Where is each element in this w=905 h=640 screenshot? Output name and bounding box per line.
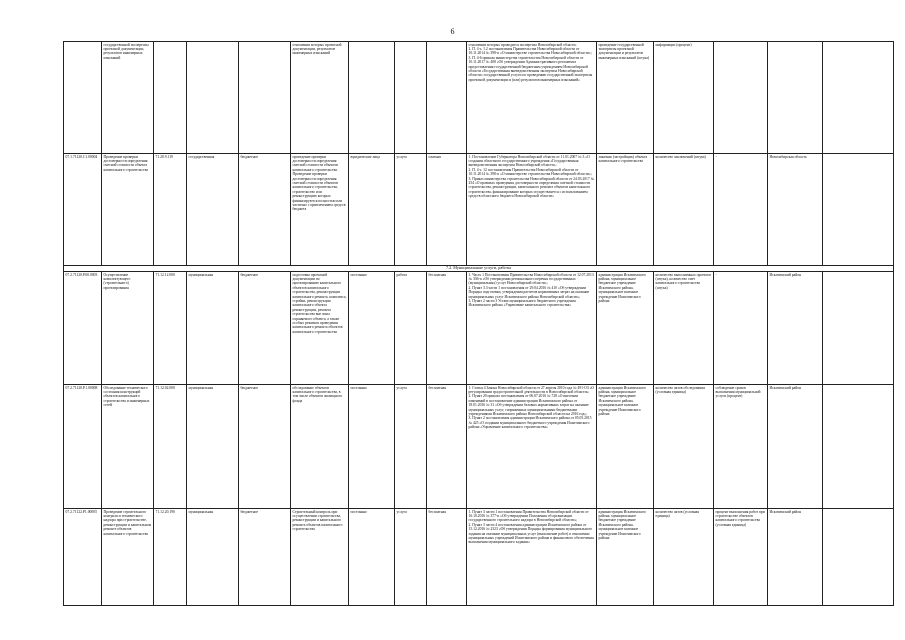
quality-indicator-cell <box>714 509 768 606</box>
level-cell <box>187 154 239 266</box>
consumer-text: постоянно <box>350 509 367 514</box>
content-cell <box>291 385 349 509</box>
institution-type-text: бюджетное <box>240 272 259 277</box>
authority-text: заказчик (застройщик) объекта капитального строительства <box>598 154 649 163</box>
territory-cell <box>768 154 823 266</box>
service-name-text: Обследование технического состояния конструкций объектов капитального строительства и инженерных сетей <box>103 385 151 408</box>
authority-cell <box>597 154 654 266</box>
registry-code-text: 07.2.71122.Р1.00005 <box>65 509 97 514</box>
consumer-cell <box>349 154 395 266</box>
authority-cell <box>597 42 654 154</box>
content-text: обследование объектов капитального строительства, в том числе объектов жилищного фонда <box>292 385 344 403</box>
indicator-cell <box>654 42 714 154</box>
page-number: 6 <box>450 27 455 36</box>
territory-text: Новосибирская область <box>769 154 807 159</box>
okved-text: 71.12.02.000 <box>155 385 175 390</box>
territory-cell <box>768 509 823 606</box>
registry-code-cell <box>64 154 102 266</box>
indicator-text: информации (процент) <box>655 42 692 47</box>
table-row <box>64 385 894 509</box>
kind-text: работа <box>396 272 407 277</box>
legal-basis-text: 1. Статья 4 Закона Новосибирской области от 27 апреля 2010 года № 491-ОЗ «О регулировании градостроительной деятельности в Новосибирской области»; 2. Пункт 20 приказа постановления от 06.07.2016 № 728 «О внесении изменений в постановление администрации Искитимского района от 18.01.2016 № 31 «Об утверждении базовых нормативных затрат на оказание муниципальных услуг, сопряженных муниципальными бюджетными учреждениями Искитимского района Новосибирской области на 2016 год»; 3. Пункт 2 постановления администрации Искитимского района от 05.05.2015 № 425 «О создании муниципального бюджетного учреждения Искитимского района «Управление капитального строительства» <box>468 385 595 430</box>
kind-text: услуга <box>396 509 407 514</box>
table-row <box>64 42 894 154</box>
institution-type-text: бюджетное <box>240 154 259 159</box>
table-row <box>64 272 894 385</box>
kind-cell <box>395 272 427 385</box>
authority-cell <box>597 385 654 509</box>
institution-type-text: бюджетное <box>240 385 259 390</box>
indicator-text: количество выполненных проектов (штука), количество смет капитального строительства (штука) <box>655 272 712 290</box>
authority-text: администрация Искитимского района, муниципальное бюджетное учреждение Искитимского района, муниципальное казенное учреждение Искитимского района <box>598 385 647 416</box>
level-text: государственная <box>188 154 215 159</box>
content-cell <box>291 154 349 266</box>
payment-cell <box>427 509 467 606</box>
okved-cell <box>154 509 187 606</box>
legal-basis-text: 1. Постановление Губернатора Новосибирской области от 11.01.2007 № 3 «О создании областного государственного учреждения «Государственная вневедомственная экспертиза Новосибирской области»; 2. П. 4 ч. 12 постановления Правительства Новосибирской области от 10.11.2014 № 398-п «О министерстве строительства Новосибирской области»; 3. Приказ министерства строительства Новосибирской области от 24.03.2017 № 254 «О правилах проведения достоверности определения сметной стоимости строительства, реконструкции, капитального ремонта объектов капитального строительства, финансирование которых осуществляется с использованием средств областного бюджета Новосибирской области» <box>468 154 595 199</box>
institution-type-text: бюджетное <box>240 509 259 514</box>
institution-type-cell <box>239 509 291 606</box>
consumer-cell <box>349 42 395 154</box>
registry-code-text: 07.2.71120.Р.00.0003 <box>65 272 98 277</box>
payment-cell <box>427 385 467 509</box>
service-name-text: Проведение строительного контроля и технического надзора при строительстве, реконструкции и капитальном ремонте объектов капитального строительства <box>103 509 152 536</box>
consumer-cell <box>349 272 395 385</box>
quality-indicator-cell <box>714 154 768 266</box>
content-text: подготовка проектной документации по проектированию капитального объектов капитального строительства, реконструкции капитального ремонта, комплекса, стройки, реконструкции капитального объекта реконструкции, ремонта строительства вне зоны охраняемого объекта, а также особых режимов проведения капитального ремонта объектов капитального строительства <box>292 272 348 334</box>
content-text: проведение проверки достоверности определения сметной стоимости объектов капитального строительства. Проведение проверки достоверности определения сметной стоимости объектов капитального строительства, строительство или реконструкцию которых финансируются полностью или частично с привлечением средств бюджета <box>292 154 347 212</box>
registry-code-text: 07.1.71120.С1.00004 <box>65 154 98 159</box>
section-heading: 7.2. Муниципальные услуги, работы <box>64 266 894 272</box>
indicator-text: количество актов обследования (условная единица) <box>655 385 706 394</box>
content-text: Строительный контроль при осуществлении строительства, реконструкции и капитального ремонта объектов капитального строительства <box>292 509 344 532</box>
registry-code-cell <box>64 42 102 154</box>
consumer-text: постоянно <box>350 272 367 277</box>
institution-type-cell <box>239 42 291 154</box>
content-cell <box>291 42 349 154</box>
registry-code-text: 07.2.71120.Р.1.00008 <box>65 385 98 390</box>
authority-text: проведение государственной экспертизы проектной документации и результатов инженерных изысканий (штука) <box>598 42 650 60</box>
empty-cell <box>823 154 894 266</box>
authority-cell <box>597 509 654 606</box>
territory-cell <box>768 272 823 385</box>
table-body <box>64 42 894 606</box>
territory-text: Искитимский район <box>769 509 802 514</box>
level-cell <box>187 272 239 385</box>
okved-cell <box>154 154 187 266</box>
quality-indicator-text: соблюдение сроков выполнения муниципальной услуги (процент) <box>715 385 762 399</box>
payment-text: платная <box>428 154 441 159</box>
payment-text: бесплатная <box>428 385 446 390</box>
service-name-text: государственной экспертизы проектной документации, результатов инженерных изысканий <box>103 42 150 60</box>
legal-basis-cell <box>467 42 597 154</box>
consumer-text: юридические лица <box>350 154 380 159</box>
indicator-cell <box>654 272 714 385</box>
territory-text: Искитимский район <box>769 385 802 390</box>
content-cell <box>291 272 349 385</box>
registry-code-cell <box>64 272 102 385</box>
quality-indicator-text: - <box>715 272 717 277</box>
consumer-cell <box>349 385 395 509</box>
okved-text: 71.12.12.000 <box>155 272 175 277</box>
kind-cell <box>395 385 427 509</box>
indicator-text: количество заключений (штука) <box>655 154 706 159</box>
institution-type-cell <box>239 385 291 509</box>
legal-basis-cell <box>467 272 597 385</box>
authority-cell <box>597 272 654 385</box>
institution-type-cell <box>239 272 291 385</box>
territory-cell <box>768 385 823 509</box>
empty-cell <box>823 385 894 509</box>
kind-text: услуга <box>396 385 407 390</box>
kind-cell <box>395 509 427 606</box>
institution-type-cell <box>239 154 291 266</box>
level-text: муниципальная <box>188 272 214 277</box>
legal-basis-cell <box>467 385 597 509</box>
quality-indicator-text: процент выполнения работ при строительстве объектов капитального строительства (условная единица) <box>715 509 766 527</box>
okved-cell <box>154 272 187 385</box>
okved-cell <box>154 385 187 509</box>
level-cell <box>187 385 239 509</box>
registry-code-cell <box>64 509 102 606</box>
service-name-cell <box>102 42 154 154</box>
level-cell <box>187 509 239 606</box>
kind-text: услуга <box>396 154 407 159</box>
legal-basis-cell <box>467 154 597 266</box>
level-text: муниципальная <box>188 509 214 514</box>
service-name-cell <box>102 272 154 385</box>
legal-basis-text: 1. Часть 1 Постановления Правительства Новосибирской области от 12.07.2013 № 336-п «Об утверждении регионального перечня государственных (муниципальных) услуг Новосибирской области»; 2. Пункт 3.3 части 1 постановления от 29.04.2016 № 410 «Об утверждении Порядка подготовки, утверждения расчетов нормативных затрат на оказание муниципальных услуг Искитимского района Новосибирской области»; 3. Пункт 2 части 3 Устава муниципального бюджетного учреждения Искитимского района «Управление капитального строительства» <box>468 272 594 308</box>
service-name-cell <box>102 385 154 509</box>
okved-text: 71.20.9.119 <box>155 154 173 159</box>
indicator-cell <box>654 154 714 266</box>
service-name-text: Проведение проверки достоверности определения сметной стоимости объекта капитального строительства <box>103 154 149 172</box>
quality-indicator-cell <box>714 385 768 509</box>
indicator-cell <box>654 509 714 606</box>
content-text: отношении которых проектной документации, результатов инженерных изысканий <box>292 42 343 56</box>
authority-text: администрация Искитимского района, муниципальное бюджетное учреждение Искитимского района, муниципальное казенное учреждение Искитимского района <box>598 509 647 540</box>
territory-cell <box>768 42 823 154</box>
payment-cell <box>427 154 467 266</box>
consumer-cell <box>349 509 395 606</box>
content-cell <box>291 509 349 606</box>
empty-cell <box>823 42 894 154</box>
legal-basis-text: отношении которых проводится экспертиза Новосибирской области; 2. П. 4 ч. 1.2 постановления Правительства Новосибирской области от 10.11.2014 № 398-п «О министерстве строительства Новосибирской области»; 3. П. 4-6 приказа министерства строительства Новосибирской области от 10.11.2017 № 408 «Об утверждении Административного регламента предоставления государственной бюджетным учреждением Новосибирской области «Государственная вневедомственная экспертиза Новосибирской области» государственной услуги по проведению государственной экспертизы проектной документации и (или) результатов инженерных изысканий» <box>468 42 593 82</box>
payment-cell <box>427 272 467 385</box>
authority-text: администрация Искитимского района, муниципальное бюджетное учреждение Искитимского района, муниципальное казенное учреждение Искитимского района <box>598 272 647 303</box>
kind-cell <box>395 154 427 266</box>
okved-text: 71.12.20.190 <box>155 509 175 514</box>
quality-indicator-cell <box>714 272 768 385</box>
legal-basis-cell <box>467 509 597 606</box>
okved-cell <box>154 42 187 154</box>
territory-text: Искитимский район <box>769 272 802 277</box>
indicator-cell <box>654 385 714 509</box>
payment-text: бесплатная <box>428 509 446 514</box>
table-row <box>64 509 894 606</box>
quality-indicator-text: - <box>715 154 717 159</box>
payment-cell <box>427 42 467 154</box>
kind-cell <box>395 42 427 154</box>
consumer-text: постоянно <box>350 385 367 390</box>
level-cell <box>187 42 239 154</box>
legal-basis-text: 1. Пункт 3 части 1 постановления Правительства Новосибирской области от 16.10.2016 № 377-п «Об утверждении Положения об организации государственного строительного надзора в Новосибирской области»; 2. Пункт 3 части 4 постановления администрации Искитимского района от 15.12.2016 № 2323 «Об утверждении Порядка формирования муниципального задания на оказание муниципальных услуг (выполнение работ) в отношении муниципальных учреждений Искитимского района и финансового обеспечения выполнения муниципального задания» <box>468 509 594 545</box>
quality-indicator-cell <box>714 42 768 154</box>
service-name-cell <box>102 154 154 266</box>
registry-table <box>63 41 894 606</box>
level-text: муниципальная <box>188 385 214 390</box>
service-name-cell <box>102 509 154 606</box>
table-row <box>64 154 894 266</box>
empty-cell <box>823 272 894 385</box>
indicator-text: количество актов (условная единица) <box>655 509 700 518</box>
empty-cell <box>823 509 894 606</box>
payment-text: бесплатная <box>428 272 446 277</box>
registry-code-cell <box>64 385 102 509</box>
service-name-text: Осуществление комплектующего (строительного) проектирования <box>103 272 132 290</box>
